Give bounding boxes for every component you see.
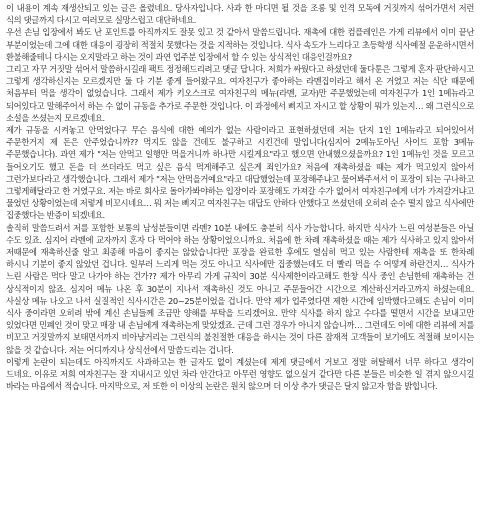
- paragraph-complaint: 우선 손님 입장에서 봐도 난 포인트를 아직까지도 잘못 있고 것 같아서 말씀드립니다. 재촉에 대한 컴플레인은 가게 리뷰에서 이미 끝난 부분이었는데 그에 대한 대응이 굉장히 적절치 못했다는 것을 지적하는 것입니다. 식사 속도가 느리다고 초등학생 식사예절 운운하시면서 환불해줄테니 다시는 오지말라고 하는 것이 과연 업주분 입장에서 할 수 있는 상식적인 대응인걸까요?: [6, 27, 474, 62]
- paragraph-closing: 이렇게 논란이 되는데도 아직까지도 사과하고는 한 글자도 없이 계셨는데 제게 댓글에서 거보고 정말 허탈해서 너무 하다고 생각이 드네요. 이유로 저희 여자친구는 잘 지내시고 있던 차라 안간다고 아무런 영향도 없으실거 같다만 다른 분들은 비슷한 일 겪지 않으시길 바라는 마음에서 적습니다. 마지막으로, 저 또한 이 이상의 논란은 원치 않으며 더 이상 추가 댓글은 달지 않고자 함을 밝힙니다.: [6, 356, 474, 392]
- paragraph-meal-time: 솔직히 말씀드려서 저를 포함한 보통의 남성분들이면 라멘? 10분 내에도 충분히 식사 가능합니다. 하지만 식사가 느린 여성분들은 아닐 수도 있죠. 심지어 라멘에 교자까지 혼자 다 먹어야 하는 상황이었으니까요. 처음에 한 차례 재촉하셨을 때는 제가 식사하고 있지 않아서 저때문에 재촉하신줄 알고 최종해 마음이 좋지는 않았습니다만 포장을 완료한 후에도 열심히 먹고 있는 사람한테 재촉을 또 한차례 하시니 기분이 좋지 않았던 겁니다. 일부러 느리게 먹는 것도 아니고 식사에만 집중했는데도 더 빨리 먹을 수 어떻게 하란건지… 식사가 느린 사람은 먹다 말고 나가야 하는 건가?? 제가 아무리 가게 규칙이 30분 식사제한이라고해도 한창 식사 중인 손님한테 재촉하는 건 상식적이지 않죠. 심지어 메뉴 나온 후 30분이 지나서 재촉하신 것도 아니고 주문들어간 시간으로 계산하신거라고까지 하셨는데요. 사실상 메뉴 나오고 나서 실질적인 식사시간은 20~25분이었을 겁니다. 만약 제가 업주였다면 제한 시간에 임박했다고해도 손님이 이미 식사 중이라면 오히려 밖에 계신 손님들께 조금만 양해를 부탁을 드리겠어요. 만약 식사를 하지 않고 수다를 떨면서 시간을 보내고만 있었다면 민폐인 것이 맞고 매장 내 손님에게 재촉하는게 맞았겠죠. 근데 그런 경우가 아니지 않습니까… 그런데도 이에 대한 리뷰에 저를 비꼬고 거짓말까지 보태면서까지 비아냥거리는 그런식의 불친절한 대응을 하시는 것이 다른 잠재적 고객들이 보기에도 적절해 보이시는 않을 것 같습니다. 저는 어디까지나 상식선에서 말씀드리는 겁니다.: [6, 222, 474, 355]
- paragraph-fact-correction: 그리고 자꾸 거짓말 섞어서 말씀하시길래 팩트 정정해드리려고 댓글 답니다. 저희가 싸웠다고 하셨던데 둘다툰은 그렇게 혼자 판단하시고 그렇게 생각하신지는 모르겠지만 둘 다 기분 좋게 들어왔구요. 여자친구가 좋아하는 라멘집이라고 해서 온 거였고 저는 식단 때문에 처음부터 먹을 생각이 없었습니다. 그래서 제가 키오스크로 여자친구의 메뉴(라멘, 교자)만 주문했었는데 여자친구가 1인 1메뉴라고 되어있다고 말해주어서 하는 수 없이 규동을 추가로 주문한 것입니다. 이 과정에서 삐지고 자시고 할 상황이 뭐가 있는지… 왜 그런식으로 소설을 쓰셨는지 모르겠네요.: [6, 64, 474, 123]
- paragraph-order-explanation: 제가 규동을 시켜놓고 안먹었다구 무슨 음식에 대한 예의가 없는 사람이라고 표현하셨던데 저는 단지 1인 1메뉴라고 되어있어서 주문한거지 제 돈은 안주었습니까?? 먹지도 않을 건데도 불구하고 시킨건데 말입니다(심지어 2메뉴도아닌 사이드 포함 3메뉴 주문했습니다). 과연 제가 "저는 안먹고 일행만 먹을거니까 하나만 시킬게요"라고 했으면 안내했으셨을까요? 1인 1메뉴인 것을 모르고 들어오기도 했고 돈을 더 쓰더라도 먹고 싶은 음식 먹게해주고 싶은게 죄인가요? 처음에 재촉하셨을 때는 제가 먹고있지 않아서 그런가보다라고 생각했습니다. 그래서 제가 "저는 안먹을거예요"라고 대답했었는데 포장해주냐고 물어봐주셔서 이 포장이 되는 구나하고 그렇게해달라고 한 거였구요. 저는 바로 회사로 돌아가봐야하는 입장이라 포장해도 가져갈 수가 없어서 여자친구에게 너가 가져갈거냐고 물었던 상황이었는데 저렇게 비꼬시네요… 뭐 저는 삐지고 여자친구는 대답도 안하다 안했다고 쓰셨던데 오히려 순수 떨지 않고 식사에만 집중했다는 반증이 되겠네요.: [6, 125, 474, 221]
- paragraph-intro: 이 내용이 계속 재생산되고 있는 글은 올렸네요. 당사자입니다. 사과 한 마디면 될 것을 조롱 및 인격 모독에 거짓까지 섞어가면서 저런 식의 댓글까지 다시고 여러모로 실망스럽고 대단하네요.: [6, 3, 474, 26]
